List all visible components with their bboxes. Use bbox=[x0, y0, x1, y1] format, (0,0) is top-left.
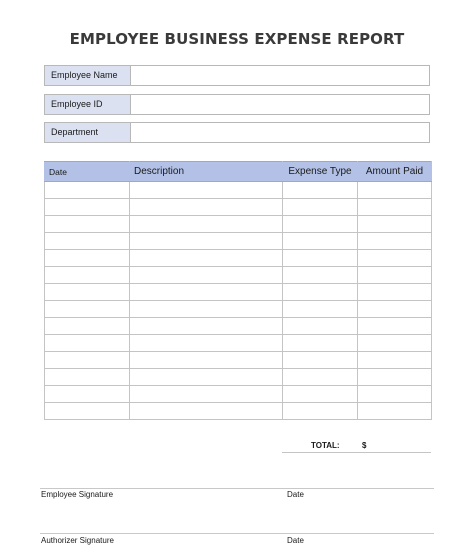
description-cell[interactable] bbox=[130, 335, 283, 352]
expense-type-cell[interactable] bbox=[283, 352, 358, 369]
description-cell[interactable] bbox=[130, 284, 283, 301]
description-cell[interactable] bbox=[130, 250, 283, 267]
header-description: Description bbox=[130, 162, 283, 182]
expense-type-cell[interactable] bbox=[283, 318, 358, 335]
report-title: EMPLOYEE BUSINESS EXPENSE REPORT bbox=[69, 30, 405, 48]
amount-paid-cell[interactable] bbox=[358, 403, 432, 420]
table-row bbox=[45, 403, 432, 420]
table-row bbox=[45, 335, 432, 352]
expense-type-cell[interactable] bbox=[283, 267, 358, 284]
table-row bbox=[45, 233, 432, 250]
expense-type-cell[interactable] bbox=[283, 182, 358, 199]
amount-paid-cell[interactable] bbox=[358, 182, 432, 199]
employee-name-row bbox=[44, 65, 430, 86]
table-row bbox=[45, 267, 432, 284]
table-row bbox=[45, 284, 432, 301]
employee-id-field[interactable] bbox=[131, 95, 429, 114]
date-cell[interactable] bbox=[45, 284, 130, 301]
description-cell[interactable] bbox=[130, 233, 283, 250]
description-cell[interactable] bbox=[130, 216, 283, 233]
expense-type-cell[interactable] bbox=[283, 199, 358, 216]
amount-paid-cell[interactable] bbox=[358, 199, 432, 216]
description-cell[interactable] bbox=[130, 318, 283, 335]
table-row bbox=[45, 386, 432, 403]
employee-name-label: Employee Name bbox=[45, 66, 131, 85]
expense-type-cell[interactable] bbox=[283, 301, 358, 318]
amount-paid-cell[interactable] bbox=[358, 301, 432, 318]
expense-type-cell[interactable] bbox=[283, 216, 358, 233]
expense-table-header-row bbox=[45, 162, 432, 182]
table-row bbox=[45, 318, 432, 335]
expense-type-cell[interactable] bbox=[283, 403, 358, 420]
employee-signature-label: Employee Signature bbox=[41, 490, 114, 499]
expense-type-cell[interactable] bbox=[283, 233, 358, 250]
authorizer-date-label: Date bbox=[287, 536, 304, 545]
date-cell[interactable] bbox=[45, 233, 130, 250]
authorizer-signature-divider bbox=[40, 533, 434, 534]
description-cell[interactable] bbox=[130, 199, 283, 216]
table-row bbox=[45, 369, 432, 386]
department-row bbox=[44, 122, 430, 143]
date-cell[interactable] bbox=[45, 352, 130, 369]
amount-paid-cell[interactable] bbox=[358, 216, 432, 233]
expense-table-body bbox=[45, 182, 432, 420]
description-cell[interactable] bbox=[130, 182, 283, 199]
total-currency: $ bbox=[362, 441, 367, 450]
employee-date-label: Date bbox=[287, 490, 304, 499]
header-expense-type: Expense Type bbox=[283, 162, 358, 182]
expense-type-cell[interactable] bbox=[283, 335, 358, 352]
amount-paid-cell[interactable] bbox=[358, 386, 432, 403]
employee-name-field[interactable] bbox=[131, 66, 429, 85]
date-cell[interactable] bbox=[45, 318, 130, 335]
amount-paid-cell[interactable] bbox=[358, 284, 432, 301]
expense-type-cell[interactable] bbox=[283, 386, 358, 403]
expense-type-cell[interactable] bbox=[283, 250, 358, 267]
description-cell[interactable] bbox=[130, 386, 283, 403]
table-row bbox=[45, 182, 432, 199]
expense-table bbox=[44, 161, 432, 420]
date-cell[interactable] bbox=[45, 301, 130, 318]
expense-type-cell[interactable] bbox=[283, 284, 358, 301]
table-row bbox=[45, 216, 432, 233]
date-cell[interactable] bbox=[45, 267, 130, 284]
amount-paid-cell[interactable] bbox=[358, 335, 432, 352]
amount-paid-cell[interactable] bbox=[358, 318, 432, 335]
expense-type-cell[interactable] bbox=[283, 369, 358, 386]
table-row bbox=[45, 199, 432, 216]
employee-signature-divider bbox=[40, 488, 434, 489]
description-cell[interactable] bbox=[130, 352, 283, 369]
department-label: Department bbox=[45, 123, 131, 142]
total-underline bbox=[282, 452, 431, 453]
header-date: Date bbox=[45, 162, 130, 182]
date-cell[interactable] bbox=[45, 369, 130, 386]
amount-paid-cell[interactable] bbox=[358, 369, 432, 386]
employee-id-label: Employee ID bbox=[45, 95, 131, 114]
amount-paid-cell[interactable] bbox=[358, 233, 432, 250]
description-cell[interactable] bbox=[130, 403, 283, 420]
date-cell[interactable] bbox=[45, 250, 130, 267]
employee-id-row bbox=[44, 94, 430, 115]
date-cell[interactable] bbox=[45, 182, 130, 199]
table-row bbox=[45, 301, 432, 318]
header-amount-paid: Amount Paid bbox=[358, 162, 432, 182]
table-row bbox=[45, 352, 432, 369]
authorizer-signature-label: Authorizer Signature bbox=[41, 536, 114, 545]
date-cell[interactable] bbox=[45, 386, 130, 403]
date-cell[interactable] bbox=[45, 335, 130, 352]
date-cell[interactable] bbox=[45, 199, 130, 216]
date-cell[interactable] bbox=[45, 216, 130, 233]
date-cell[interactable] bbox=[45, 403, 130, 420]
table-row bbox=[45, 250, 432, 267]
department-field[interactable] bbox=[131, 123, 429, 142]
total-label: TOTAL: bbox=[311, 441, 340, 450]
description-cell[interactable] bbox=[130, 369, 283, 386]
amount-paid-cell[interactable] bbox=[358, 267, 432, 284]
amount-paid-cell[interactable] bbox=[358, 250, 432, 267]
description-cell[interactable] bbox=[130, 301, 283, 318]
amount-paid-cell[interactable] bbox=[358, 352, 432, 369]
description-cell[interactable] bbox=[130, 267, 283, 284]
